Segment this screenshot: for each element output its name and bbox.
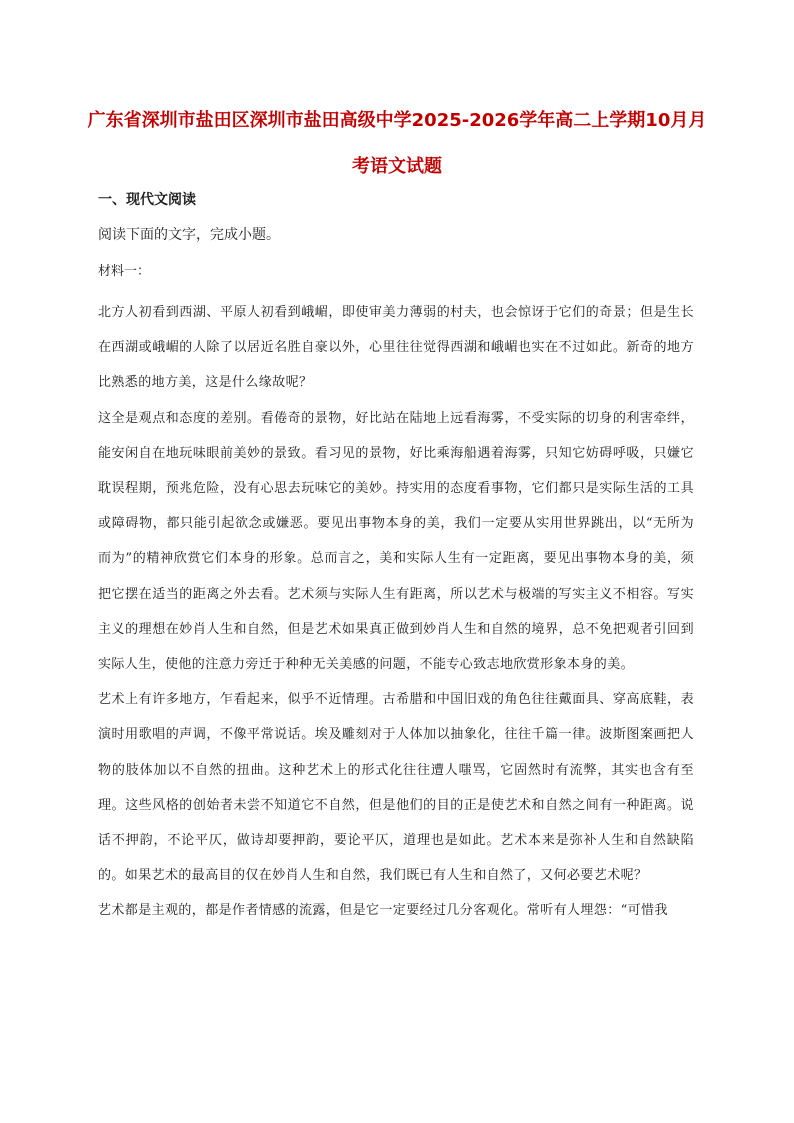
section-heading: 一、现代文阅读 (98, 192, 196, 208)
paragraph: 这全是观点和态度的差别。看倦奇的景物，好比站在陆地上远看海雾，不受实际的切身的利害牵绊，能安闲自在地玩味眼前美妙的景致。看习见的景物，好比乘海船遇着海雾，只知它妨碍呼吸，只嫌它耽误程期，预兆危险，没有心思去玩味它的美妙。持实用的态度看事物，它们都只是实际生活的工具或障碍物，都只能引起欲念或嫌恶。要见出事物本身的美，我们一定要从实用世界跳出，以“无所为而为”的精神欣赏它们本身的形象。总而言之，美和实际人生有一定距离，要见出事物本身的美，须把它摆在适当的距离之外去看。艺术须与实际人生有距离，所以艺术与极端的写实主义不相容。写实主义的理想在妙肖人生和自然，但是艺术如果真正做到妙肖人生和自然的境界，总不免把观者引回到实际人生，使他的注意力旁迁于种种无关美感的问题，不能专心致志地欣赏形象本身的美。 (98, 410, 694, 673)
page-title: 广东省深圳市盐田区深圳市盐田高级中学2025-2026学年高二上学期10月月考语文试题 (87, 110, 707, 177)
reading-instruction: 阅读下面的文字，完成小题。 (98, 227, 280, 243)
paragraph: 北方人初看到西湖、平原人初看到峨嵋，即使审美力薄弱的村夫，也会惊讶于它们的奇景；但是生长在西湖或峨嵋的人除了以居近名胜自豪以外，心里往往觉得西湖和峨嵋也实在不过如此。新奇的地方比熟悉的地方美，这是什么缘故呢？ (98, 305, 694, 391)
material-label: 材料一： (98, 264, 151, 279)
article-body (98, 295, 694, 929)
paragraph: 艺术都是主观的，都是作者情感的流露，但是它一定要经过几分客观化。常听有人埋怨：“可惜我 (98, 903, 668, 919)
paragraph: 艺术上有许多地方，乍看起来，似乎不近情理。古希腊和中国旧戏的角色往往戴面具、穿高底鞋，表演时用歌唱的声调，不像平常说话。埃及雕刻对于人体加以抽象化，往往千篇一律。波斯图案画把人物的肢体加以不自然的扭曲。这种艺术上的形式化往往遭人嗤骂，它固然时有流弊，其实也含有至理。这些风格的创始者未尝不知道它不自然，但是他们的目的正是使艺术和自然之间有一种距离。说话不押韵，不论平仄，做诗却要押韵，要论平仄，道理也是如此。艺术本来是弥补人生和自然缺陷的。如果艺术的最高目的仅在妙肖人生和自然，我们既已有人生和自然了，又何必要艺术呢？ (98, 692, 694, 884)
